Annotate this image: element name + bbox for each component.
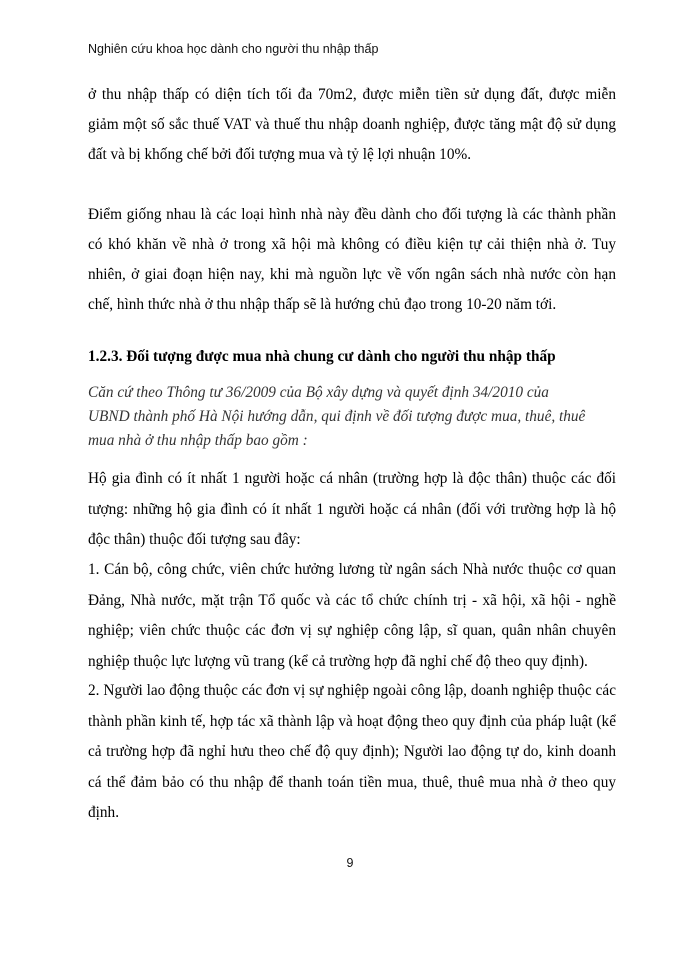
page-number: 9 (346, 856, 354, 870)
section-heading: 1.2.3. Đối tượng được mua nhà chung cư dành cho người thu nhập thấp (88, 348, 556, 365)
paragraph-similarities: Điểm giống nhau là các loại hình nhà này đều dành cho đối tượng là các thành phần có khó khăn về nhà ở trong xã hội mà không có điều kiện tự cải thiện nhà ở. Tuy nhiên, ở giai đoạn hiện nay, khi mà nguồn lực về vốn ngân sách nhà nước còn hạn chế, hình thức nhà ở thu nhập thấp sẽ là hướng chủ đạo trong 10-20 năm tới. (88, 206, 616, 313)
list-item-1: 1. Cán bộ, công chức, viên chức hưởng lương từ ngân sách Nhà nước thuộc cơ quan Đảng, Nhà nước, mặt trận Tổ quốc và các tổ chức chính trị - xã hội, xã hội - nghề nghiệp; viên chức thuộc các đơn vị sự nghiệp công lập, sĩ quan, quân nhân chuyên nghiệp thuộc lực lượng vũ trang (kể cả trường hợp đã nghỉ chế độ theo quy định). (88, 561, 616, 670)
paragraph-eligible-households: Hộ gia đình có ít nhất 1 người hoặc cá nhân (trường hợp là độc thân) thuộc các đối tượng: những hộ gia đình có ít nhất 1 người hoặc cá nhân (đối với trường hợp là hộ độc thân) thuộc đối tượng sau đây: (88, 470, 616, 548)
running-header: Nghiên cứu khoa học dành cho người thu nhập thấp (88, 42, 379, 56)
paragraph-continuation: ở thu nhập thấp có diện tích tối đa 70m2, được miễn tiền sử dụng đất, được miễn giảm một số sắc thuế VAT và thuế thu nhập doanh nghiệp, được tăng mật độ sử dụng đất và bị khống chế bởi đối tượng mua và tỷ lệ lợi nhuận 10%. (88, 86, 616, 163)
list-item-2: 2. Người lao động thuộc các đơn vị sự nghiệp ngoài công lập, doanh nghiệp thuộc các thành phần kinh tế, hợp tác xã thành lập và hoạt động theo quy định của pháp luật (kể cả trường hợp đã nghỉ hưu theo chế độ quy định); Người lao động tự do, kinh doanh cá thể đảm bảo có thu nhập để thanh toán tiền mua, thuê, thuê mua nhà ở theo quy định. (88, 682, 616, 821)
section-intro-italic: Căn cứ theo Thông tư 36/2009 của Bộ xây dựng và quyết định 34/2010 của UBND thành phố Hà Nội hướng dẫn, qui định về đối tượng được mua, thuê, thuê mua nhà ở thu nhập thấp bao gồm : (88, 384, 586, 449)
